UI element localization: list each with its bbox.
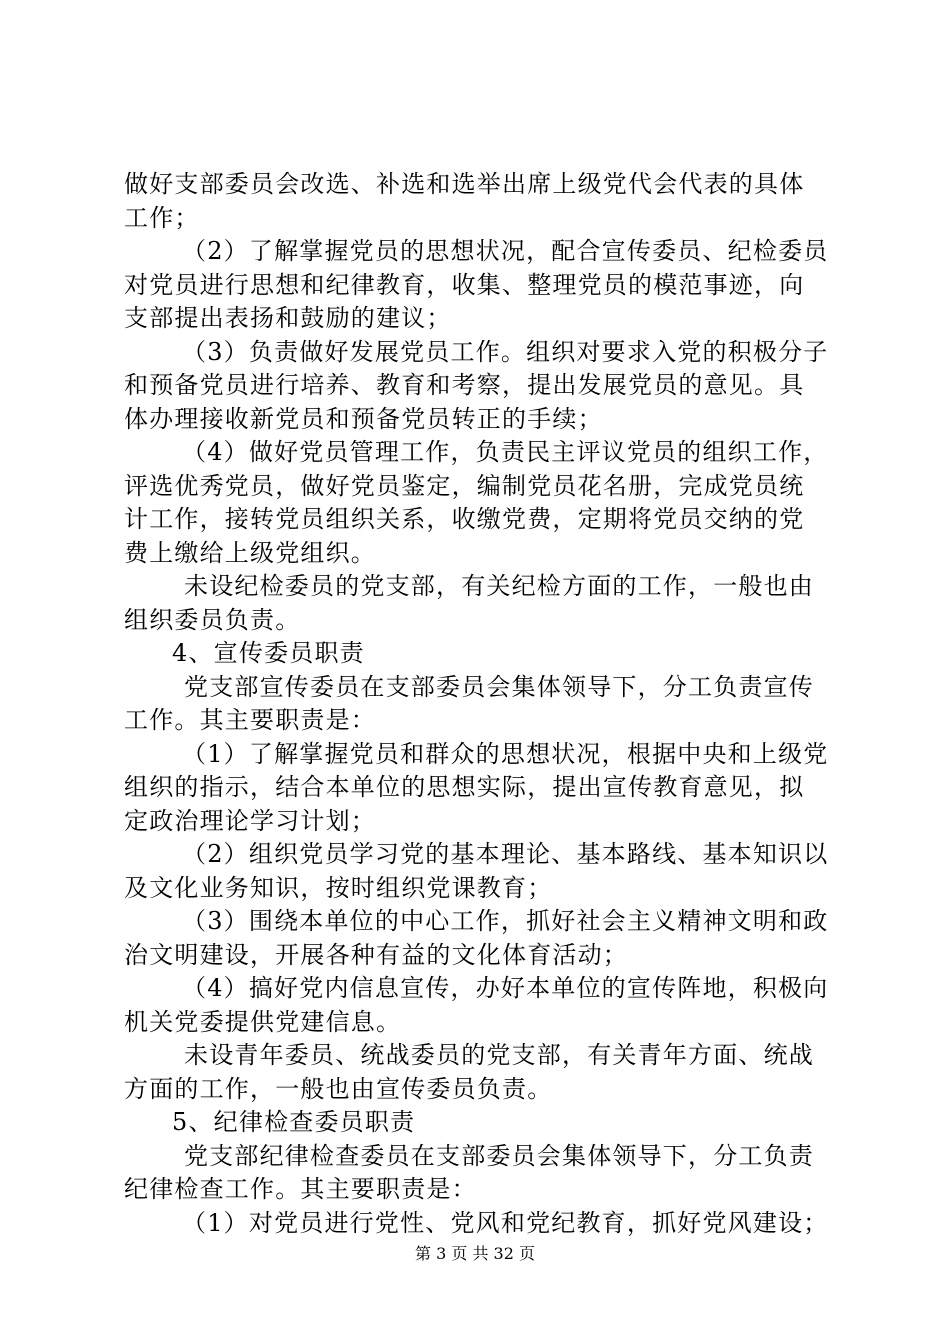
text-line: 评选优秀党员，做好党员鉴定，编制党员花名册，完成党员统: [124, 471, 805, 500]
text-line: 支部提出表扬和鼓励的建议；: [124, 304, 452, 332]
text-line: （4）做好党员管理工作，负责民主评议党员的组织工作，: [182, 438, 829, 466]
text-line: 4、宣传委员职责: [172, 639, 365, 667]
text-line: 和预备党员进行培养、教育和考察，提出发展党员的意见。具: [124, 371, 805, 399]
text-line: 纪律检查工作。其主要职责是：: [124, 1175, 477, 1203]
document-body: [124, 168, 840, 1240]
text-line: 计工作，接转党员组织关系，收缴党费，定期将党员交纳的党: [124, 505, 805, 533]
text-line: 5、纪律检查委员职责: [172, 1108, 416, 1136]
text-line: 费上缴给上级党组织。: [124, 538, 376, 567]
text-line: 未设纪检委员的党支部，有关纪检方面的工作，一般也由: [184, 572, 814, 600]
text-line: （1）了解掌握党员和群众的思想状况，根据中央和上级党: [182, 739, 829, 768]
text-line: 及文化业务知识，按时组织党课教育；: [124, 873, 553, 902]
text-line: （2）了解掌握党员的思想状况，配合宣传委员、纪检委员: [182, 237, 829, 265]
text-line: （4）搞好党内信息宣传，办好本单位的宣传阵地，积极向: [182, 974, 829, 1002]
page-footer: 第 3 页 共 32 页: [415, 1244, 535, 1263]
text-line: 党支部纪律检查委员在支部委员会集体领导下，分工负责: [184, 1141, 814, 1170]
text-line: 方面的工作，一般也由宣传委员负责。: [124, 1074, 553, 1103]
text-line: 工作。其主要职责是：: [124, 706, 376, 734]
text-line: 做好支部委员会改选、补选和选举出席上级党代会代表的具体: [124, 170, 805, 198]
text-line: （1）对党员进行党性、党风和党纪教育，抓好党风建设；: [182, 1208, 829, 1237]
text-line: 定政治理论学习计划；: [124, 806, 376, 835]
text-line: 党支部宣传委员在支部委员会集体领导下，分工负责宣传: [184, 672, 814, 701]
text-line: 组织委员负责。: [124, 605, 301, 634]
text-line: （3）负责做好发展党员工作。组织对要求入党的积极分子: [182, 337, 829, 366]
text-line: 未设青年委员、统战委员的党支部，有关青年方面、统战: [184, 1041, 814, 1069]
text-line: 组织的指示，结合本单位的思想实际，提出宣传教育意见，拟: [124, 773, 805, 801]
text-line: （2）组织党员学习党的基本理论、基本路线、基本知识以: [182, 840, 829, 868]
text-line: （3）围绕本单位的中心工作，抓好社会主义精神文明和政: [182, 907, 829, 935]
text-line: 工作；: [124, 203, 200, 232]
text-line: 机关党委提供党建信息。: [124, 1007, 402, 1036]
text-line: 对党员进行思想和纪律教育，收集、整理党员的模范事迹，向: [124, 270, 805, 299]
text-line: 治文明建设，开展各种有益的文化体育活动；: [124, 940, 628, 969]
text-line: 体办理接收新党员和预备党员转正的手续；: [124, 404, 603, 433]
